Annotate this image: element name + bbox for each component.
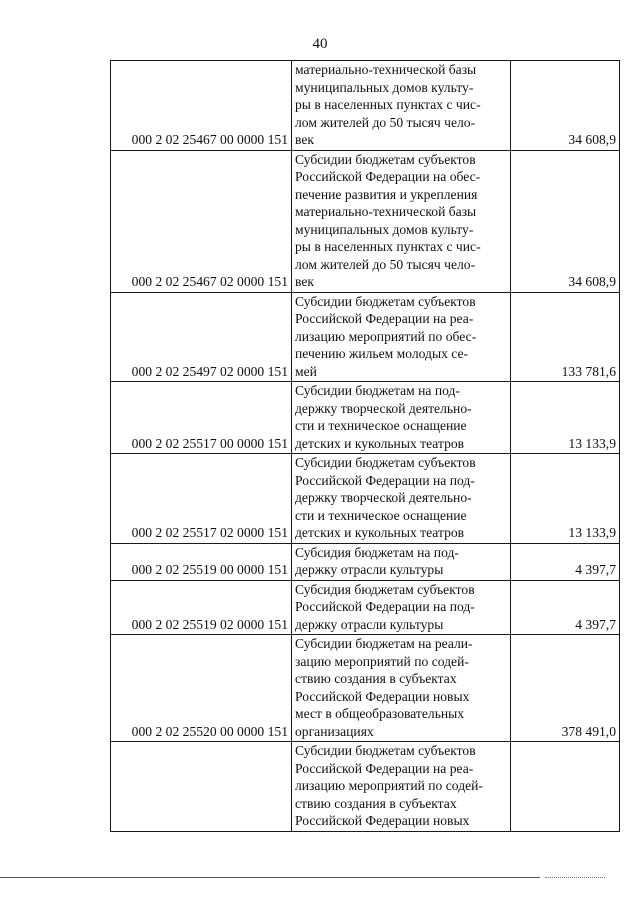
description-line: материально-технической базы (295, 204, 477, 219)
budget-code: 000 2 02 25520 00 0000 151 (111, 635, 292, 742)
description-line: ры в населенных пунктах с чис- (295, 239, 481, 254)
description-line: лизацию мероприятий по содей- (295, 778, 483, 793)
budget-amount (511, 742, 620, 832)
budget-code: 000 2 02 25519 02 0000 151 (111, 580, 292, 635)
budget-description (292, 742, 511, 832)
table-row (111, 382, 620, 454)
description-line: Российской Федерации на под- (295, 599, 475, 614)
budget-amount: 133 781,6 (511, 292, 620, 382)
description-line: Российской Федерации на под- (295, 472, 475, 488)
description-line: лом жителей до 50 тысяч чело- (295, 114, 476, 130)
budget-amount: 4 397,7 (511, 580, 620, 635)
description-line: печению жильем молодых се- (295, 346, 469, 361)
description-line: мест в общеобразовательных (295, 706, 465, 721)
table-row (111, 150, 620, 292)
description-line: детских и кукольных театров (295, 525, 465, 540)
description-line: Субсидии бюджетам субъектов (295, 293, 476, 309)
budget-code: 000 2 02 25519 00 0000 151 (111, 543, 292, 580)
budget-code: 000 2 02 25497 02 0000 151 (111, 292, 292, 382)
description-line: Субсидии бюджетам на под- (295, 383, 460, 398)
budget-code (111, 742, 292, 832)
description-line: ры в населенных пунктах с чис- (295, 97, 481, 112)
description-line: зацию мероприятий по содей- (295, 653, 469, 669)
budget-description (292, 382, 511, 454)
budget-code: 000 2 02 25467 02 0000 151 (111, 150, 292, 292)
budget-code: 000 2 02 25517 02 0000 151 (111, 454, 292, 544)
description-line: Субсидия бюджетам субъектов (295, 581, 475, 597)
budget-description (292, 61, 511, 151)
budget-description (292, 292, 511, 382)
description-line: муниципальных домов культу- (295, 79, 474, 95)
description-line: держку отрасли культуры (295, 562, 444, 577)
page-number: 40 (312, 36, 328, 52)
budget-amount: 13 133,9 (511, 454, 620, 544)
description-line: держку творческой деятельно- (295, 400, 472, 416)
budget-table-body (111, 61, 620, 832)
table-row (111, 742, 620, 832)
budget-description (292, 635, 511, 742)
description-line: век (295, 274, 314, 289)
description-line: организациях (295, 723, 374, 739)
budget-description (292, 580, 511, 635)
description-line: держку творческой деятельно- (295, 490, 472, 505)
description-line: Субсидии бюджетам субъектов (295, 743, 476, 758)
description-line: Субсидии бюджетам субъектов (295, 455, 476, 470)
budget-amount: 4 397,7 (511, 543, 620, 580)
table-row (111, 292, 620, 382)
table-row (111, 635, 620, 742)
description-line: лизацию мероприятий по обес- (295, 328, 477, 344)
description-line: Российской Федерации на реа- (295, 311, 474, 326)
description-line: детских и кукольных театров (295, 435, 465, 451)
description-line: материально-технической базы (295, 62, 477, 77)
budget-code: 000 2 02 25467 00 0000 151 (111, 61, 292, 151)
description-line: Российской Федерации новых (295, 688, 470, 704)
budget-amount: 34 608,9 (511, 61, 620, 151)
description-line: сти и техническое оснащение (295, 507, 467, 523)
description-line: Субсидии бюджетам субъектов (295, 151, 476, 167)
budget-description (292, 454, 511, 544)
description-line: мей (295, 363, 317, 379)
table-row (111, 454, 620, 544)
description-line: ствию создания в субъектах (295, 671, 457, 686)
description-line: печение развития и укрепления (295, 186, 478, 202)
budget-description (292, 150, 511, 292)
budget-amount: 13 133,9 (511, 382, 620, 454)
description-line: держку отрасли культуры (295, 616, 444, 632)
description-line: ствию создания в субъектах (295, 795, 457, 811)
budget-table (110, 60, 620, 832)
description-line: век (295, 132, 314, 147)
description-line: Субсидии бюджетам на реали- (295, 636, 473, 651)
description-line: Российской Федерации новых (295, 813, 470, 828)
table-row (111, 580, 620, 635)
description-line: Российской Федерации на обес- (295, 169, 481, 184)
description-line: муниципальных домов культу- (295, 221, 474, 237)
description-line: Субсидия бюджетам на под- (295, 544, 459, 560)
description-line: Российской Федерации на реа- (295, 760, 474, 776)
budget-amount: 378 491,0 (511, 635, 620, 742)
description-line: сти и техническое оснащение (295, 418, 467, 433)
budget-description (292, 543, 511, 580)
table-row (111, 543, 620, 580)
budget-amount: 34 608,9 (511, 150, 620, 292)
table-row (111, 61, 620, 151)
budget-code: 000 2 02 25517 00 0000 151 (111, 382, 292, 454)
bottom-rule-dots (545, 877, 605, 878)
description-line: лом жителей до 50 тысяч чело- (295, 256, 476, 272)
bottom-rule (0, 877, 540, 878)
